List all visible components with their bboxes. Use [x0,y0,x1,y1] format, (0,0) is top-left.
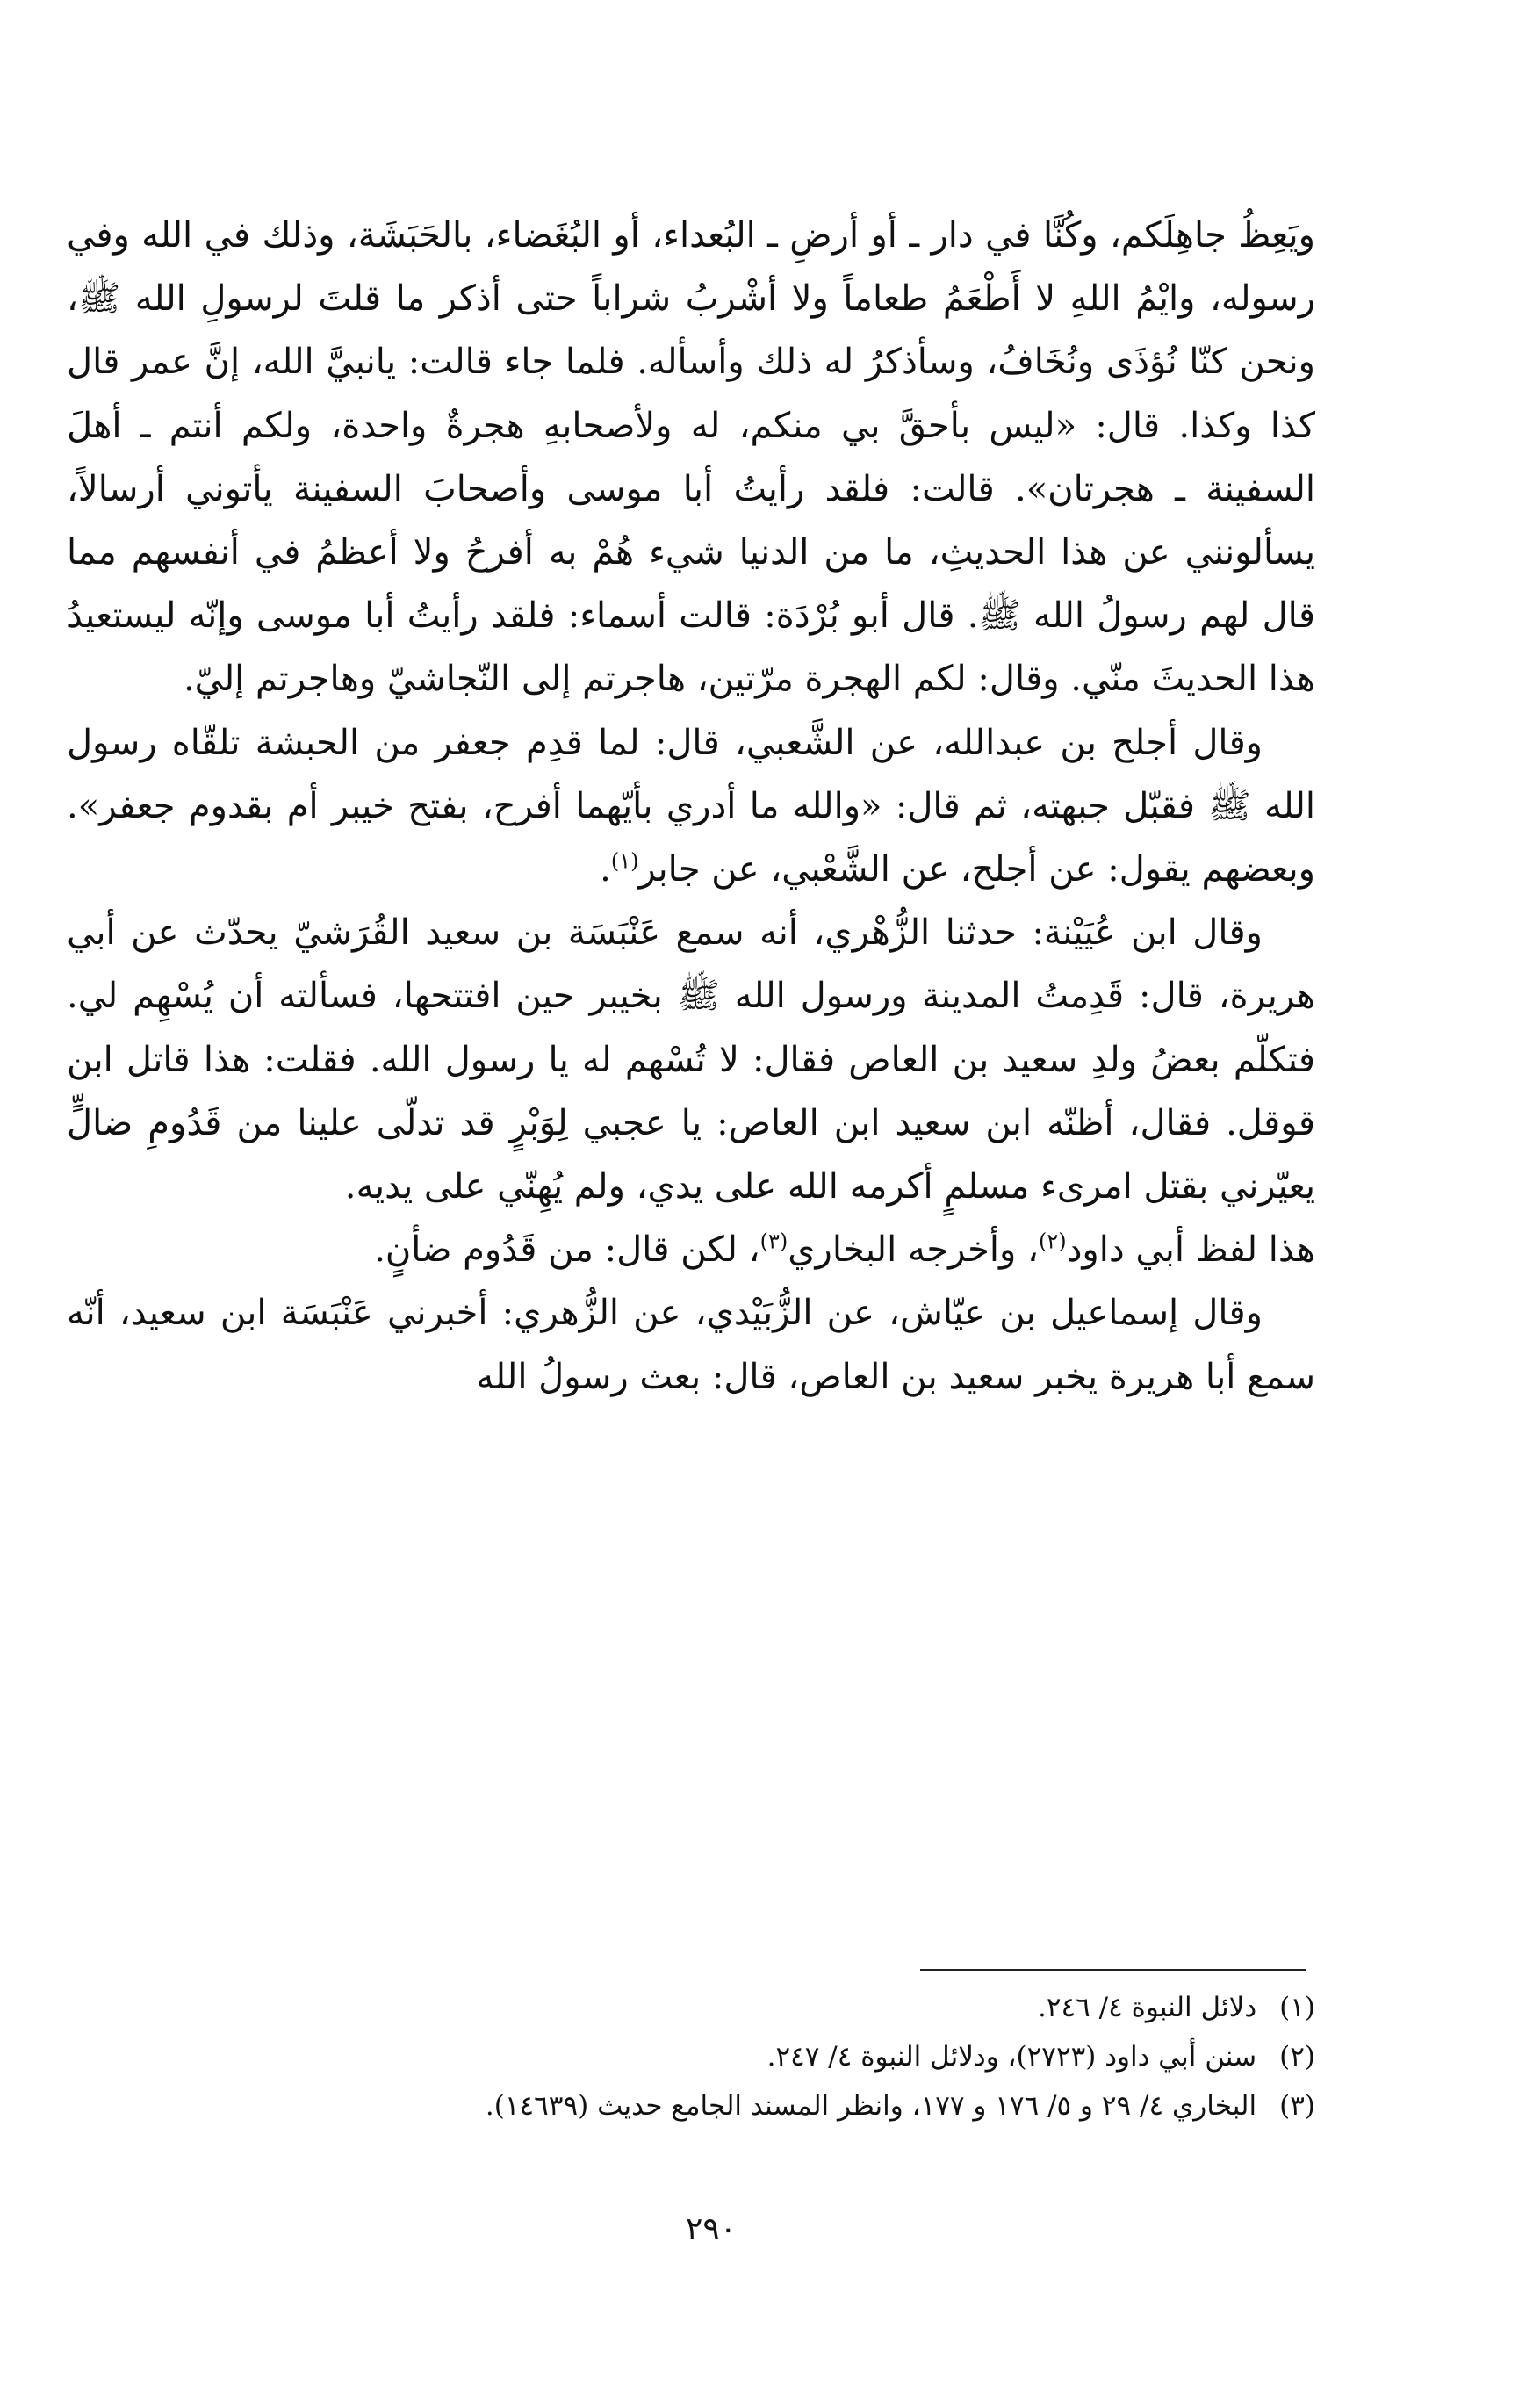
footnote-1 [67,1983,1315,2032]
footnote-3 [67,2081,1315,2130]
page-number: ٢٩٠ [685,2211,737,2247]
paragraph-4-text-c: ، لكن قال: من قَدُوم ضأنٍ. [374,1229,760,1271]
footnote-number: (٢) [1279,2041,1315,2073]
paragraph-4-text-b: ، وأخرجه البخاري [788,1229,1039,1271]
paragraph-3: وقال ابن عُيَيْنة: حدثنا الزُّهْري، أنه سمع عَنْبَسَة بن سعيد القُرَشيّ يحدّث عن أبي هريرة، قال: قَدِمتُ المدينة ورسول الله ﷺ بخيبر حين افتتحها، فسألته أن يُسْهِم لي. فتكلّم بعضُ ولدِ سعيد بن العاص فقال: لا تُسْهم له يا رسول الله. فقلت: هذا قاتل ابن قوقل. فقال، أظنّه ابن سعيد ابن العاص: يا عجبي لِوَبْرٍ قد تدلّى علينا من قَدُومِ ضالٍّ يعيّرني بقتل امرىء مسلمٍ أكرمه الله على يدي، ولم يُهِنّي على يديه. [67,912,1315,1208]
paragraph-2 [67,711,1315,902]
footnote-ref-3: (٣) [759,1229,788,1254]
footnotes [67,1983,1315,2130]
footnote-text: سنن أبي داود (٢٧٢٣)، ودلائل النبوة ٤/ ٢٤٧. [766,2041,1257,2073]
footnote-number: (١) [1279,1992,1315,2023]
paragraph-4-text-a: هذا لفظ أبي داود [1066,1229,1315,1271]
footnote-number: (٣) [1279,2090,1315,2122]
footnote-ref-2: (٢) [1038,1229,1067,1254]
footnote-text: دلائل النبوة ٤/ ٢٤٦. [1038,1992,1257,2023]
paragraph-5: وقال إسماعيل بن عيّاش، عن الزُّبَيْدي، عن الزُّهري: أخبرني عَنْبَسَة ابن سعيد، أنّه سمع أبا هريرة يخبر سعيد بن العاص، قال: بعث رسولُ الله [67,1293,1315,1397]
paragraph-1: ويَعِظُ جاهِلَكم، وكُنَّا في دار ـ أو أرضِ ـ البُعداء، أو البُغَضاء، بالحَبَشَة، وذلك في الله وفي رسوله، وايْمُ اللهِ لا أَطْعَمُ طعاماً ولا أشْربُ شراباً حتى أذكر ما قلتَ لرسولِ الله ﷺ، ونحن كنّا نُؤذَى ونُخَافُ، وسأذكرُ له ذلك وأسأله. فلما جاء قالت: يانبيَّ الله، إنَّ عمر قال كذا وكذا. قال: «ليس بأحقَّ بي منكم، له ولأصحابهِ هجرةٌ واحدة، ولكم أنتم ـ أهلَ السفينة ـ هجرتان». قالت: فلقد رأيتُ أبا موسى وأصحابَ السفينة يأتوني أرسالاً، يسألونني عن هذا الحديثِ، ما من الدنيا شيء هُمْ به أفرحُ ولا أعظمُ في أنفسهم مما قال لهم رسولُ الله ﷺ. قال أبو بُرْدَة: قالت أسماء: فلقد رأيتُ أبا موسى وإنّه ليستعيدُ هذا الحديثَ منّي. وقال: لكم الهجرة مرّتين، هاجرتم إلى النّجاشيّ وهاجرتم إليّ. [67,215,1316,700]
main-text [67,204,1315,1409]
footnote-separator [920,1969,1306,1971]
footnote-text: البخاري ٤/ ٢٩ و ٥/ ١٧٦ و ١٧٧، وانظر المسند الجامع حديث (١٤٦٣٩). [485,2090,1257,2122]
paragraph-2-text: وقال أجلح بن عبدالله، عن الشَّعبي، قال: لما قدِم جعفر من الحبشة تلقّاه رسول الله ﷺ فقبّل جبهته، ثم قال: «والله ما أدري بأيّهما أفرح، بفتح خيبر أم بقدوم جعفر». وبعضهم يقول: عن أجلح، عن الشَّعْبي، عن جابر [67,722,1315,890]
paragraph-2-end: . [600,849,611,890]
paragraph-4 [67,1218,1315,1281]
footnote-2 [67,2032,1315,2081]
footnote-ref-1: (١) [610,848,639,874]
